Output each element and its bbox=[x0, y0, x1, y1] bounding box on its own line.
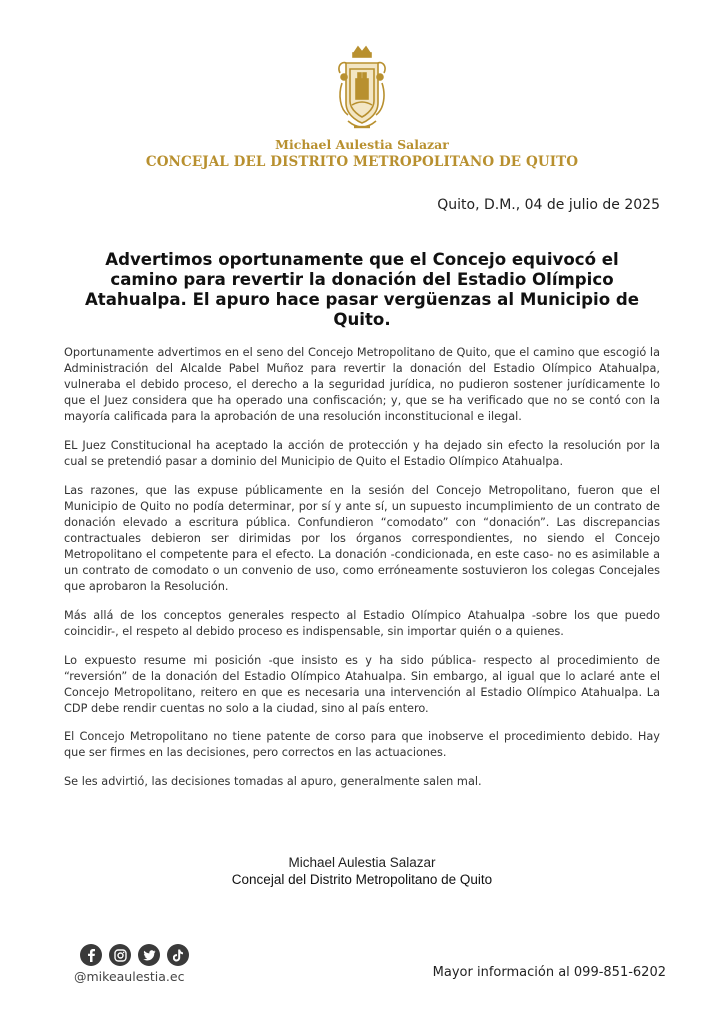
headline: Advertimos oportunamente que el Concejo equivocó el camino para revertir la donación del Estadio Olímpico Atahualpa. El apuro hace pasar vergüenzas al Municipio de Quito. bbox=[84, 250, 640, 329]
paragraph: Lo expuesto resume mi posición -que insisto es y ha sido pública- respecto al procedimiento de “reversión” de la donación del Estadio Olímpico Atahualpa. Sin embargo, al igual que lo aclaré ante el Concejo Metropolitano, reitero en que es necesaria una intervención al Estadio Olímpico Atahualpa. La CDP debe rendir cuentas no solo a la ciudad, sino al país entero. bbox=[64, 653, 660, 715]
paragraph: Las razones, que las expuse públicamente en la sesión del Concejo Metropolitano, fueron que el Municipio de Quito no podía determinar, por sí y ante sí, un supuesto incumplimiento de un contrato de donación elevado a escritura pública. Confundieron “comodato” con “donación”. Las discrepancias contractuales debieron ser dirimidas por los órganos correspondientes, no siendo el Concejo Metropolitano el competente para el efecto. La donación -condicionada, en este caso- no es asimilable a un contrato de comodato o un convenio de uso, como erróneamente sostuvieron los colegas Concejales que aprobaron la Resolución. bbox=[64, 483, 660, 594]
twitter-icon[interactable] bbox=[138, 944, 160, 966]
paragraph: Se les advirtió, las decisiones tomadas al apuro, generalmente salen mal. bbox=[64, 775, 482, 789]
instagram-icon[interactable] bbox=[109, 944, 131, 966]
body-text bbox=[64, 345, 660, 803]
tiktok-icon[interactable] bbox=[167, 944, 189, 966]
social-handle: @mikeaulestia.ec bbox=[74, 969, 185, 984]
quito-coat-of-arms-icon bbox=[334, 43, 390, 135]
paragraph: El Concejo Metropolitano no tiene patente de corso para que inobserve el procedimiento debido. Hay que ser firmes en las decisiones, pero correctos en las actuaciones. bbox=[64, 730, 660, 760]
paragraph: Más allá de los conceptos generales respecto al Estadio Olímpico Atahualpa -sobre los que puedo coincidir-, el respeto al debido proceso es indispensable, sin importar quién o a quienes. bbox=[64, 608, 660, 638]
social-links bbox=[80, 944, 189, 966]
paragraph: EL Juez Constitucional ha aceptado la acción de protección y ha dejado sin efecto la resolución por la cual se pretendió pasar a dominio del Municipio de Quito el Estadio Olímpico Atahualpa. bbox=[64, 438, 660, 469]
facebook-icon[interactable] bbox=[80, 944, 102, 966]
signature-name: Michael Aulestia Salazar bbox=[288, 855, 436, 870]
paragraph: Oportunamente advertimos en el seno del Concejo Metropolitano de Quito, que el camino que escogió la Administración del Alcalde Pabel Muñoz para revertir la donación del Estadio Olímpico Atahualpa, vulneraba el debido proceso, el derecho a la seguridad jurídica, no pudieron sostener jurídicamente lo que el Juez considera que ha operado una confiscación; y, que se ha verificado que no se contó con la mayoría calificada para la aprobación de una resolución inconstitucional e ilegal. bbox=[64, 346, 660, 424]
header-title: CONCEJAL DEL DISTRITO METROPOLITANO DE QUITO bbox=[145, 154, 579, 170]
contact-info: Mayor información al 099-851-6202 bbox=[432, 965, 666, 980]
document-date: Quito, D.M., 04 de julio de 2025 bbox=[437, 197, 660, 213]
header-name: Michael Aulestia Salazar bbox=[275, 137, 449, 152]
signature-title: Concejal del Distrito Metropolitano de Quito bbox=[231, 872, 493, 887]
